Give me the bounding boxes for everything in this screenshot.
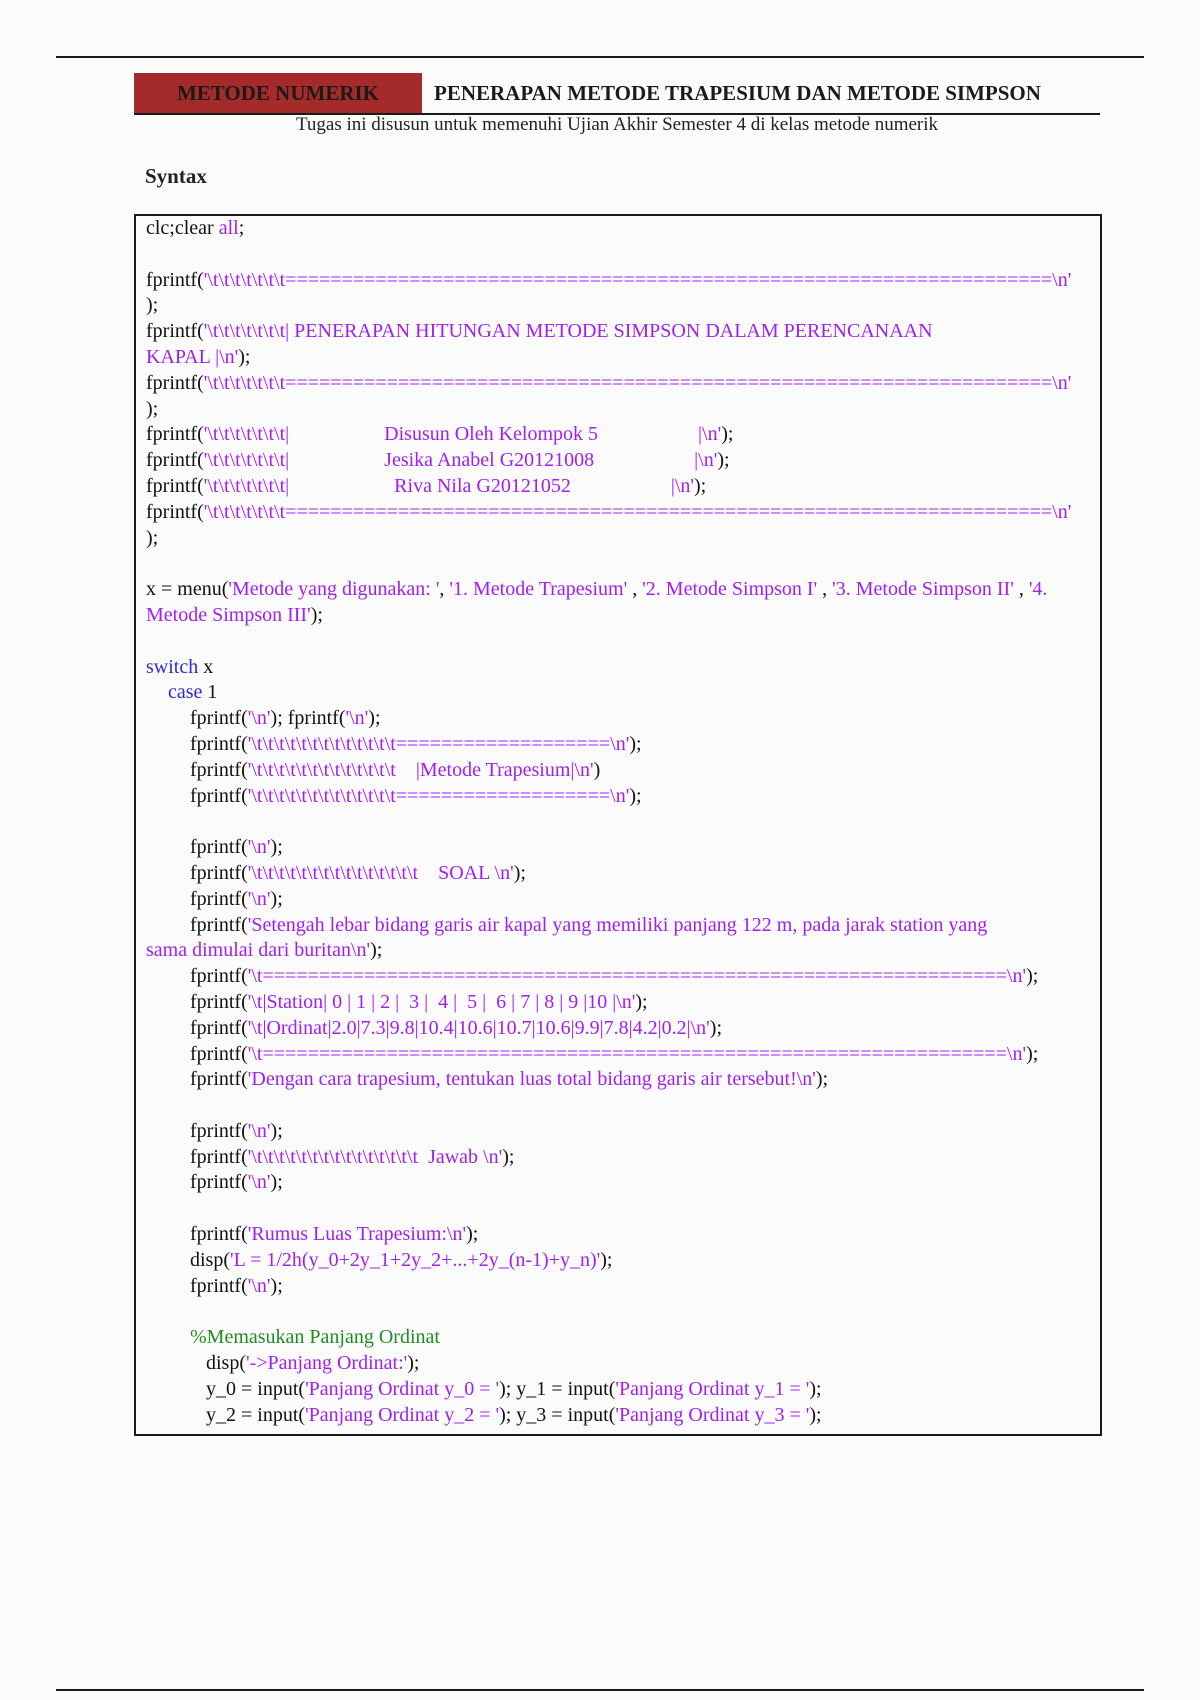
code-text: ); <box>513 861 526 884</box>
code-string: 'Panjang Ordinat y_3 = ' <box>615 1403 810 1426</box>
code-line <box>146 448 1092 474</box>
code-text: ); <box>1026 1042 1039 1065</box>
code-text: ; <box>238 217 245 239</box>
code-string: '\n' <box>247 1171 271 1194</box>
code-text: fprintf( <box>190 1223 248 1246</box>
code-string: '\t\t\t\t\t\t\t====================================================================\n' <box>203 500 1072 523</box>
code-line <box>146 371 1092 397</box>
code-text: ); <box>368 707 381 730</box>
code-line <box>146 293 1092 319</box>
code-text: ); y_3 = input( <box>499 1403 616 1426</box>
code-text: ); <box>1026 965 1039 988</box>
top-rule <box>56 56 1144 58</box>
section-title: Syntax <box>145 164 207 188</box>
blank-line <box>146 1093 1092 1119</box>
code-text: ); y_1 = input( <box>499 1377 616 1400</box>
code-line <box>146 268 1092 294</box>
code-text: ); <box>270 1171 283 1194</box>
code-string: '\t\t\t\t\t\t\t\t\t\t\t\t\t===================\n' <box>247 784 630 807</box>
code-string: '1. Metode Trapesium' <box>449 578 628 601</box>
code-text: fprintf( <box>146 268 204 291</box>
code-text: fprintf( <box>190 990 248 1013</box>
code-text: ); <box>815 1068 829 1091</box>
code-string: '4. Metode Simpson III' <box>146 578 1053 626</box>
code-comment: %Memasukan Panjang Ordinat <box>190 1326 440 1349</box>
code-text: fprintf( <box>190 965 248 988</box>
code-line <box>146 1067 1092 1093</box>
document-subtitle: Tugas ini disusun untuk memenuhi Ujian Akhir Semester 4 di kelas metode numerik <box>295 114 939 135</box>
code-text: fprintf( <box>190 758 248 781</box>
code-keyword: case <box>168 681 203 704</box>
blank-line <box>146 551 1092 577</box>
code-string: 'Panjang Ordinat y_0 = ' <box>305 1377 500 1400</box>
bottom-rule <box>56 1689 1144 1691</box>
code-line <box>146 1377 1092 1403</box>
code-string: '->Panjang Ordinat:' <box>246 1352 408 1375</box>
blank-line <box>146 809 1092 835</box>
code-text: , <box>439 578 450 601</box>
code-lines <box>146 216 1092 1428</box>
code-text: fprintf( <box>146 449 204 472</box>
code-text: disp( <box>206 1352 246 1375</box>
code-text: fprintf( <box>190 913 248 936</box>
code-string: sama dimulai dari buritan\n' <box>146 939 371 962</box>
code-text: fprintf( <box>146 320 204 343</box>
code-string: 'Panjang Ordinat y_2 = ' <box>305 1403 500 1426</box>
code-text: ); <box>629 784 642 807</box>
code-line <box>146 500 1092 526</box>
code-text: ); <box>238 345 251 368</box>
code-line <box>146 913 1092 939</box>
code-text: ); <box>270 1119 283 1142</box>
code-text: ); <box>717 449 730 472</box>
code-line <box>146 1042 1092 1068</box>
code-text: ); <box>146 397 159 420</box>
code-text: fprintf( <box>190 1171 248 1194</box>
code-string: '\t|Ordinat|2.0|7.3|9.8|10.4|10.6|10.7|10.6|9.9|7.8|4.2|0.2|\n' <box>247 1016 710 1039</box>
code-text: , <box>817 578 833 601</box>
code-line <box>146 938 1092 964</box>
code-text: fprintf( <box>146 371 204 394</box>
code-string: '\t|Station| 0 | 1 | 2 | 3 | 4 | 5 | 6 | 7 | 8 | 9 |10 |\n' <box>247 990 636 1013</box>
code-string: 'Panjang Ordinat y_1 = ' <box>615 1377 810 1400</box>
code-text: fprintf( <box>190 1016 248 1039</box>
document-title: PENERAPAN METODE TRAPESIUM DAN METODE SIMPSON <box>434 81 1041 105</box>
code-keyword: switch <box>146 655 199 678</box>
code-line <box>146 1351 1092 1377</box>
code-string: '\t==================================================================\n' <box>247 965 1027 988</box>
code-line <box>146 1222 1092 1248</box>
code-text: ); <box>310 603 323 626</box>
code-string: '2. Metode Simpson I' <box>642 578 818 601</box>
code-text: ); <box>809 1377 822 1400</box>
blank-line <box>146 629 1092 655</box>
code-line <box>146 1016 1092 1042</box>
code-text: ); <box>709 1016 723 1039</box>
code-text: ); <box>407 1352 420 1375</box>
code-text: fprintf( <box>190 1119 248 1142</box>
code-text: y_2 = input( <box>206 1403 306 1426</box>
code-text: x <box>198 655 214 678</box>
document-header <box>134 73 1100 115</box>
code-line <box>146 1248 1092 1274</box>
code-line <box>146 784 1092 810</box>
code-line <box>146 1325 1092 1351</box>
code-keyword: all <box>218 217 239 239</box>
code-string: '\n' <box>247 836 271 859</box>
code-text: fprintf( <box>190 1274 248 1297</box>
blank-line <box>146 1299 1092 1325</box>
code-text: ); <box>466 1223 479 1246</box>
code-line <box>146 1403 1092 1429</box>
code-line <box>146 216 1092 242</box>
code-text: ) <box>593 758 601 781</box>
code-line <box>146 1119 1092 1145</box>
code-text: fprintf( <box>190 836 248 859</box>
code-line <box>146 422 1092 448</box>
code-text: ); <box>270 1274 283 1297</box>
code-text: y_0 = input( <box>206 1377 306 1400</box>
code-text: fprintf( <box>190 1042 248 1065</box>
code-text: disp( <box>190 1248 230 1271</box>
code-string: '\t\t\t\t\t\t\t\t\t\t\t\t\t\t\t Jawab \n' <box>247 1145 503 1168</box>
code-line <box>146 732 1092 758</box>
code-text: , <box>1013 578 1029 601</box>
code-line <box>146 758 1092 784</box>
code-listing <box>134 214 1102 1436</box>
code-string: 'Metode yang digunakan: ' <box>228 578 440 601</box>
code-string: '\n' <box>247 707 271 730</box>
code-line <box>146 577 1092 629</box>
code-string: '\t\t\t\t\t\t\t\t\t\t\t\t\t===================\n' <box>247 732 630 755</box>
code-string: '\t\t\t\t\t\t\t| Riva Nila G20121052 |\n' <box>203 474 694 497</box>
code-text: ); <box>635 990 648 1013</box>
code-string: '\t\t\t\t\t\t\t| PENERAPAN HITUNGAN METODE SIMPSON DALAM PERENCANAAN <box>203 320 933 343</box>
code-string: '\t\t\t\t\t\t\t\t\t\t\t\t\t |Metode Trapesium|\n' <box>247 758 594 781</box>
code-text: fprintf( <box>146 423 204 446</box>
code-line <box>146 1274 1092 1300</box>
code-string: 'L = 1/2h(y_0+2y_1+2y_2+...+2y_(n-1)+y_n)' <box>230 1248 601 1271</box>
code-string: 'Dengan cara trapesium, tentukan luas total bidang garis air tersebut!\n' <box>247 1068 816 1091</box>
code-line <box>146 526 1092 552</box>
code-string: '\n' <box>247 1274 271 1297</box>
code-line <box>146 1170 1092 1196</box>
code-string: '\t\t\t\t\t\t\t| Jesika Anabel G20121008 |\n' <box>203 449 718 472</box>
blank-line <box>146 1196 1092 1222</box>
code-string: '\n' <box>345 707 369 730</box>
code-text: ); fprintf( <box>270 707 346 730</box>
code-text: ); <box>370 939 383 962</box>
code-text: fprintf( <box>190 1145 248 1168</box>
code-line <box>146 706 1092 732</box>
code-text: ); <box>629 732 642 755</box>
code-line <box>146 319 1092 345</box>
code-line <box>146 680 1092 706</box>
code-string: 'Rumus Luas Trapesium:\n' <box>247 1223 467 1246</box>
code-text: fprintf( <box>146 500 204 523</box>
code-line <box>146 990 1092 1016</box>
code-text: ); <box>600 1248 613 1271</box>
code-string: '\t\t\t\t\t\t\t====================================================================\n' <box>203 371 1072 394</box>
code-text: clc;clear <box>146 217 219 239</box>
code-text: ); <box>270 887 283 910</box>
code-text: fprintf( <box>190 707 248 730</box>
code-line <box>146 887 1092 913</box>
code-text: ); <box>502 1145 515 1168</box>
code-string: 'Setengah lebar bidang garis air kapal yang memiliki panjang 122 m, pada jarak station yang <box>247 913 988 936</box>
code-line <box>146 397 1092 423</box>
code-line <box>146 964 1092 990</box>
code-line <box>146 1145 1092 1171</box>
code-text: ); <box>270 836 283 859</box>
code-string: '\n' <box>247 1119 271 1142</box>
code-text: fprintf( <box>190 784 248 807</box>
code-string: '3. Metode Simpson II' <box>832 578 1014 601</box>
code-line <box>146 861 1092 887</box>
code-string: '\t\t\t\t\t\t\t| Disusun Oleh Kelompok 5 |\n' <box>203 423 722 446</box>
code-text: fprintf( <box>190 861 248 884</box>
code-string: '\t\t\t\t\t\t\t====================================================================\n' <box>203 268 1072 291</box>
code-line <box>146 345 1092 371</box>
course-label: METODE NUMERIK <box>176 81 380 105</box>
code-string: '\t==================================================================\n' <box>247 1042 1027 1065</box>
code-text: 1 <box>202 681 218 704</box>
code-text: ); <box>809 1403 822 1426</box>
code-string: '\n' <box>247 887 271 910</box>
code-string: '\t\t\t\t\t\t\t\t\t\t\t\t\t\t\t SOAL \n' <box>247 861 514 884</box>
code-text: ); <box>146 526 159 549</box>
code-line <box>146 835 1092 861</box>
blank-line <box>146 242 1092 268</box>
code-text: x = menu( <box>146 578 229 601</box>
code-line <box>146 655 1092 681</box>
code-string: KAPAL |\n' <box>146 345 239 368</box>
code-text: ); <box>693 474 707 497</box>
code-text: fprintf( <box>190 1068 248 1091</box>
code-text: fprintf( <box>190 732 248 755</box>
code-text: fprintf( <box>146 474 204 497</box>
code-line <box>146 474 1092 500</box>
code-text: ); <box>146 294 159 317</box>
code-text: ); <box>721 423 734 446</box>
code-text: , <box>627 578 643 601</box>
code-text: fprintf( <box>190 887 248 910</box>
